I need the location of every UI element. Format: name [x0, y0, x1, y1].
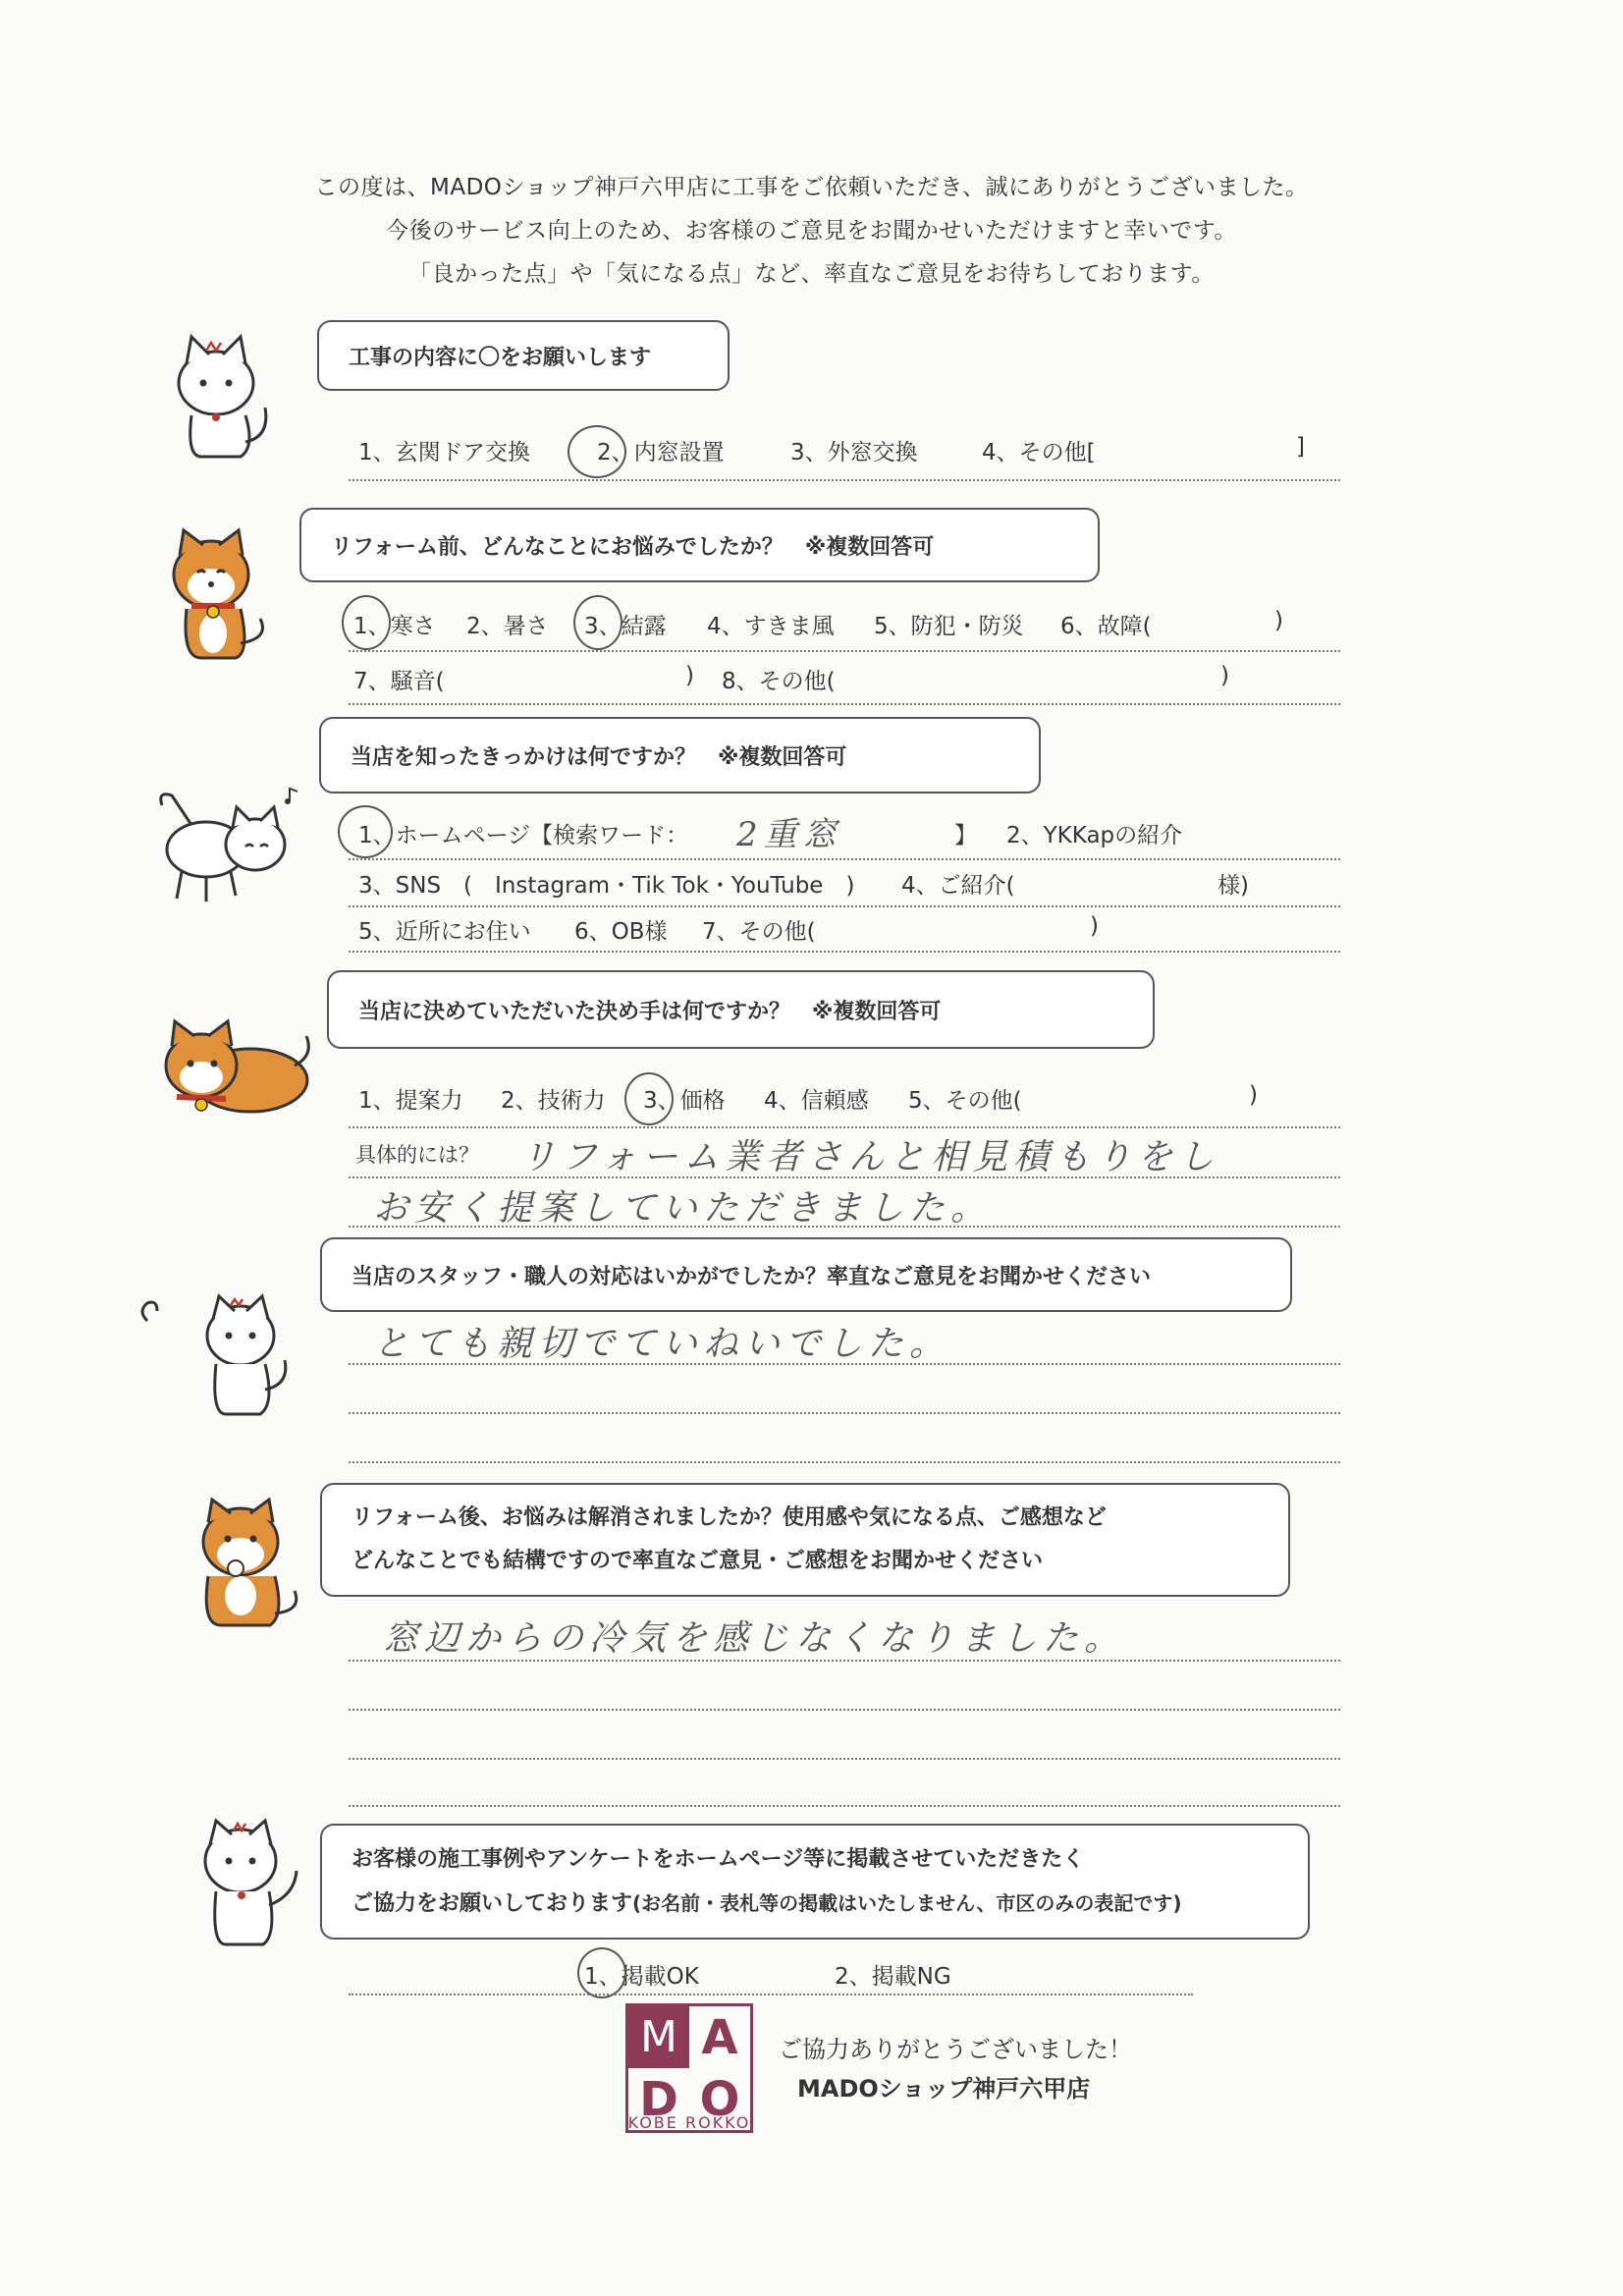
q2-option-1[interactable]: 1、寒さ — [353, 614, 436, 639]
q2-bubble — [299, 508, 1100, 582]
footer-shop-name: MADOショップ神戸六甲店 — [797, 2075, 1091, 2103]
q4-title: 当店に決めていただいた決め手は何ですか？ ※複数回答可 — [358, 999, 942, 1024]
q2-circle-3 — [573, 595, 622, 650]
q7-option-ng[interactable]: 2、掲載NG — [835, 1964, 951, 1990]
q2-option-7[interactable]: 7、騒音( — [353, 669, 445, 694]
q2-option-5[interactable]: 5、防犯・防災 — [874, 614, 1024, 639]
q4-option-3[interactable]: 3、価格 — [643, 1088, 726, 1114]
q6-bubble — [320, 1483, 1290, 1597]
q5-answer: とても親切でていねいでした。 — [373, 1324, 951, 1364]
q3-option-4[interactable]: 4、ご紹介( — [901, 873, 1015, 899]
q3-option-4-close: 様) — [1217, 873, 1249, 899]
q6-answer: 窓辺からの冷気を感じなくなりました。 — [383, 1618, 1126, 1659]
q7-title-line-2 — [352, 1882, 1278, 1926]
logo-letter-m: M — [628, 2006, 689, 2068]
q4-line-3 — [349, 1226, 1340, 1228]
white-cat-sitting-icon — [133, 1291, 299, 1419]
intro-line-3: 「良かった点」や「気になる点」など、率直なご意見をお待ちしております。 — [408, 261, 1215, 287]
q4-answer-1: リフォーム業者さんと相見積もりをし — [520, 1137, 1220, 1177]
q5-title: 当店のスタッフ・職人の対応はいかがでしたか？率直なご意見をお聞かせください — [352, 1264, 1152, 1289]
q2-option-3[interactable]: 3、結露 — [584, 614, 667, 639]
shiba-dog-eating-icon — [187, 1498, 304, 1635]
q6-line-3 — [349, 1758, 1340, 1760]
q3-line-2 — [349, 905, 1340, 907]
q3-bubble — [319, 717, 1041, 793]
q7-bubble — [320, 1824, 1310, 1940]
white-cat-playing-icon — [152, 786, 309, 903]
intro-line-1: この度は、MADOショップ神戸六甲店に工事をご依頼いただき、誠にありがとうございました。 — [314, 175, 1309, 200]
q7-line — [349, 1994, 1193, 1995]
white-cat-mascot-icon — [162, 329, 280, 466]
shiba-dog-lying-icon — [157, 1016, 314, 1124]
q4-option-5-close: ) — [1249, 1082, 1258, 1108]
q3-circle-1 — [338, 805, 393, 858]
q5-line-2 — [349, 1412, 1340, 1414]
q7-circle-ok — [577, 1947, 626, 1998]
q1-option-2[interactable]: 2、内窓設置 — [597, 440, 725, 465]
q3-option-1[interactable]: 1、ホームページ【検索ワード： — [358, 823, 689, 848]
q3-line-1 — [349, 858, 1340, 860]
q2-option-4[interactable]: 4、すきま風 — [707, 614, 835, 639]
q4-answer-2: お安く提案していただきました。 — [373, 1188, 993, 1229]
q6-title-line-2: どんなことでも結構ですので率直なご意見・ご感想をお聞かせください — [352, 1549, 1044, 1573]
q4-option-1[interactable]: 1、提案力 — [358, 1088, 463, 1114]
q2-line-1 — [349, 650, 1340, 652]
q2-option-6-close: ) — [1274, 608, 1283, 633]
logo-letter-a: A — [701, 2009, 738, 2065]
q2-title: リフォーム前、どんなことにお悩みでしたか？ ※複数回答可 — [331, 534, 935, 560]
q3-line-3 — [349, 951, 1340, 953]
q2-option-7-close: ) — [685, 663, 694, 688]
q3-search-word: 2重窓 — [736, 815, 842, 854]
intro-line-2: 今後のサービス向上のため、お客様のご意見をお聞かせいただけますと幸いです。 — [386, 218, 1237, 244]
q3-option-5[interactable]: 5、近所にお住い — [358, 919, 531, 945]
q1-selection-circle — [568, 425, 626, 478]
q3-option-3[interactable]: 3、SNS ( Instagram・Tik Tok・YouTube ) — [358, 873, 855, 899]
q1-option-4-close: ] — [1296, 434, 1305, 460]
q4-line-2 — [349, 1176, 1340, 1178]
q1-option-1[interactable]: 1、玄関ドア交換 — [358, 440, 530, 465]
q2-option-6[interactable]: 6、故障( — [1060, 614, 1152, 639]
logo-letter-o: O — [699, 2071, 740, 2127]
q3-title: 当店を知ったきっかけは何ですか？ ※複数回答可 — [351, 744, 847, 770]
q4-line-1 — [349, 1126, 1340, 1128]
q7-title-line-1: お客様の施工事例やアンケートをホームページ等に掲載させていただきたく — [352, 1846, 1085, 1872]
q1-option-3[interactable]: 3、外窓交換 — [790, 440, 918, 465]
q5-line-3 — [349, 1461, 1340, 1463]
q4-circle-3 — [624, 1072, 674, 1125]
q4-bubble — [327, 970, 1155, 1049]
q4-option-4[interactable]: 4、信頼感 — [764, 1088, 869, 1114]
q6-title-line-1: リフォーム後、お悩みは解消されましたか？使用感や気になる点、ご感想など — [352, 1505, 1107, 1530]
q6-line-2 — [349, 1709, 1340, 1711]
logo-subtitle: KOBE ROKKO — [627, 2113, 751, 2132]
q2-option-8[interactable]: 8、その他( — [722, 669, 836, 694]
q6-line-4 — [349, 1805, 1340, 1807]
q3-option-2[interactable]: 2、YKKapの紹介 — [1006, 823, 1183, 848]
q3-option-7-close: ) — [1090, 913, 1099, 939]
q3-option-6[interactable]: 6、OB様 — [574, 919, 668, 945]
q5-bubble — [320, 1237, 1292, 1312]
q5-line-1 — [349, 1363, 1340, 1365]
shiba-dog-mascot-icon — [162, 525, 280, 668]
q1-answer-line — [349, 479, 1340, 481]
q1-title: 工事の内容に〇をお願いします — [349, 345, 652, 370]
footer-thanks: ご協力ありがとうございました！ — [779, 2036, 1132, 2063]
q2-option-2[interactable]: 2、暑さ — [466, 614, 549, 639]
q3-option-7[interactable]: 7、その他( — [702, 919, 816, 945]
q7-title-note: (お名前・表札等の掲載はいたしません、市区のみの表記です) — [632, 1890, 1182, 1915]
q4-detail-label: 具体的には？ — [355, 1143, 479, 1167]
q1-option-4[interactable]: 4、その他[ — [982, 440, 1096, 465]
white-cat-waving-icon — [187, 1817, 304, 1954]
q2-option-8-close: ) — [1220, 663, 1229, 688]
q3-option-1-close: 】 — [954, 823, 977, 848]
q6-line-1 — [349, 1660, 1340, 1662]
q4-option-2[interactable]: 2、技術力 — [501, 1088, 606, 1114]
q7-title-line-2a: ご協力をお願いしております — [352, 1890, 633, 1916]
q1-bubble — [317, 320, 730, 391]
logo-letter-d: D — [639, 2071, 678, 2127]
q2-circle-1 — [342, 595, 391, 650]
q4-option-5[interactable]: 5、その他( — [908, 1088, 1022, 1114]
q7-option-ok[interactable]: 1、掲載OK — [584, 1964, 699, 1990]
q2-line-2 — [349, 703, 1340, 705]
